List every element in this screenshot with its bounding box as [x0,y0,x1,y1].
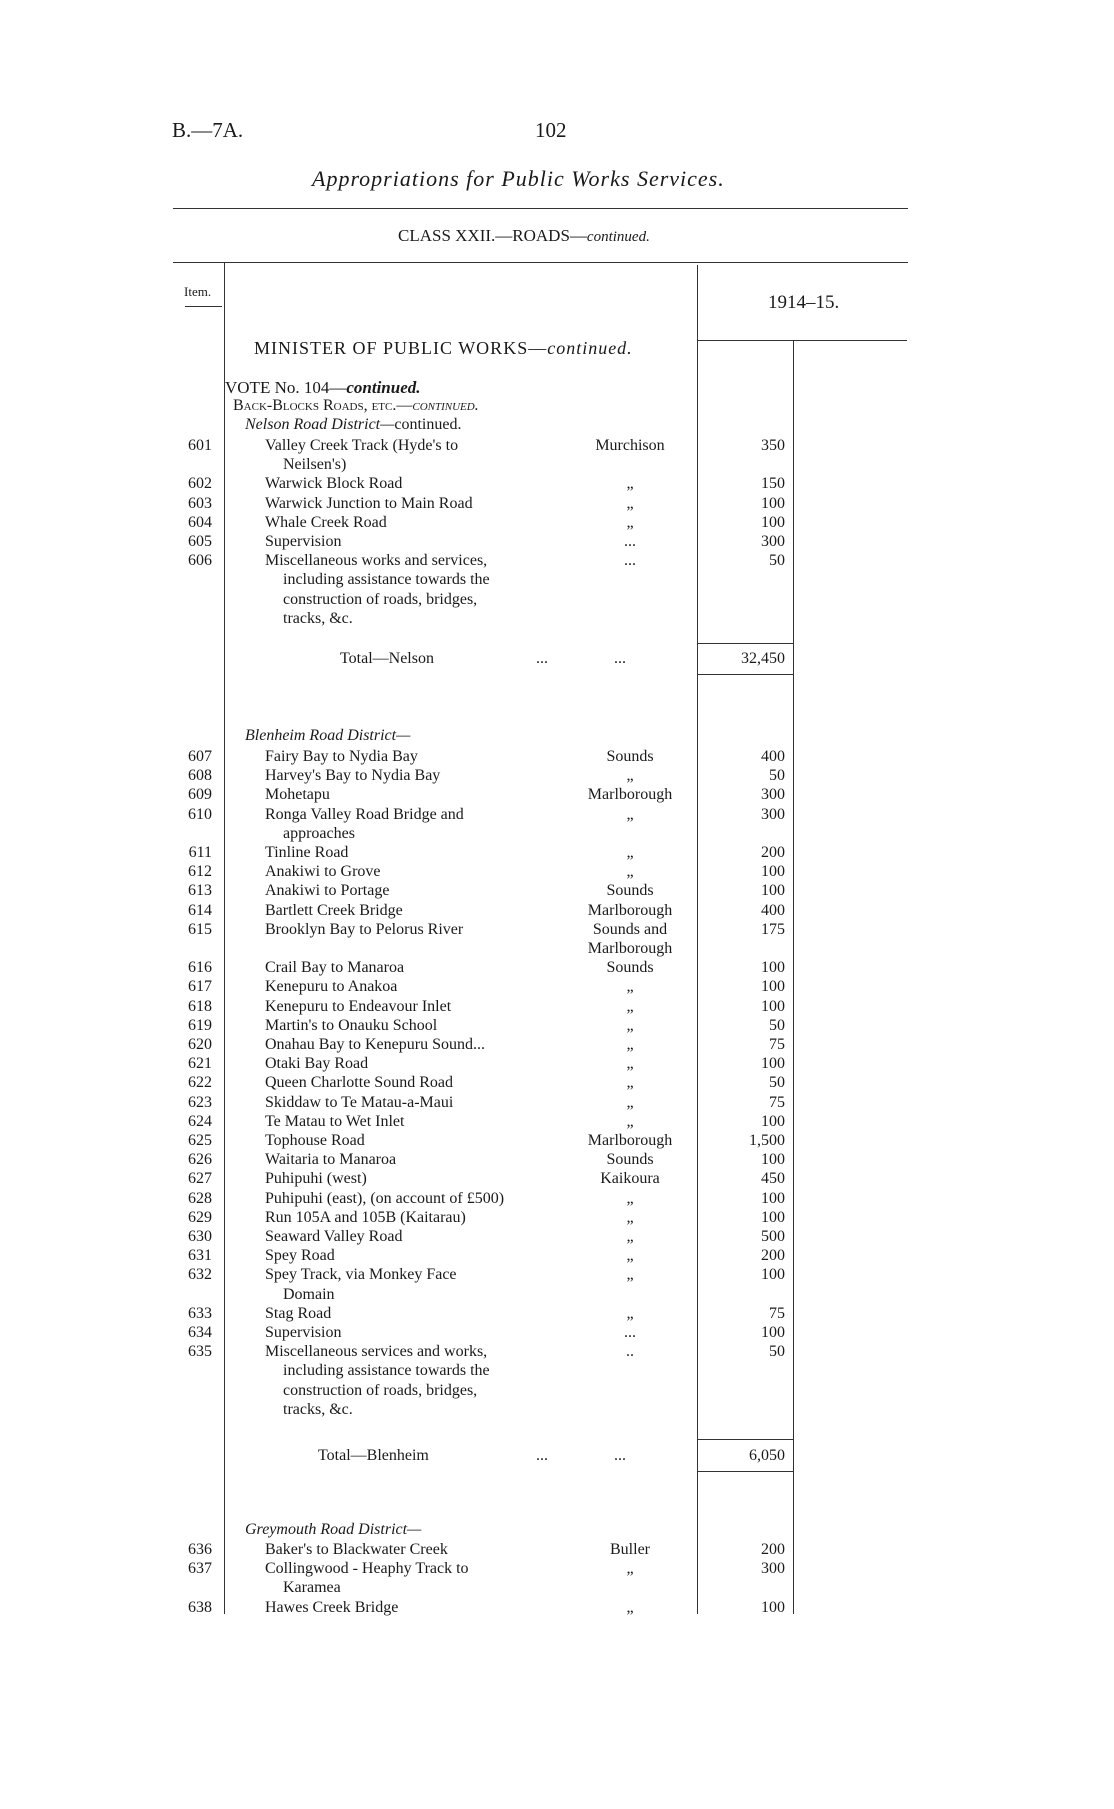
table-row [0,1343,1114,1362]
item-place: „ [626,767,634,785]
item-number: 605 [188,533,212,550]
item-place: Sounds [606,882,654,900]
item-number: 606 [188,552,212,570]
item-description: Fairy Bay to Nydia Bay [265,748,418,765]
table-row [0,591,1114,610]
nelson-heading-cont: continued. [394,416,462,433]
table-row [0,786,1114,805]
table-row [0,1305,1114,1324]
blenheim-total-dots: ... [536,1447,548,1464]
item-place: „ [626,1208,634,1226]
item-number: 603 [188,494,212,512]
backblocks-text: Back-Blocks Roads, etc.— [233,397,413,414]
table-row [0,959,1114,978]
item-amount: 100 [761,997,785,1015]
table-row [0,1382,1114,1401]
table-row [0,1151,1114,1170]
blenheim-heading [245,727,410,745]
blenheim-total-label: Total—Blenheim [318,1447,429,1464]
item-number: 613 [188,882,212,900]
item-place: „ [626,1074,634,1092]
item-place: „ [626,997,634,1015]
item-amount: 300 [761,805,785,823]
item-place: Buller [610,1541,650,1558]
item-number: 608 [188,767,212,785]
item-description: Tinline Road [265,844,349,861]
table-row [0,1286,1114,1305]
nelson-total-rule [697,643,793,644]
table-row [0,495,1114,514]
item-place: „ [626,1228,634,1245]
table-row [0,456,1114,475]
nelson-heading-text: Nelson Road District— [245,416,395,433]
nelson-total-dots-2: ... [614,650,626,667]
item-place: Sounds [606,959,654,977]
item-amount: 100 [761,882,785,900]
table-row [0,806,1114,825]
item-description: Otaki Bay Road [265,1055,369,1073]
vote-text: VOTE No. 104— [225,378,347,397]
item-description: Puhipuhi (west) [265,1170,367,1188]
item-amount: 400 [761,748,785,765]
item-header-rule [185,306,222,307]
item-description: Onahau Bay to Kenepuru Sound... [265,1036,485,1053]
greymouth-heading-text: Greymouth Road District— [245,1521,422,1538]
item-number: 623 [188,1093,212,1111]
item-description: Spey Track, via Monkey Face [265,1266,457,1284]
item-number: 611 [188,844,212,861]
item-description: Martin's to Onauku School [265,1016,438,1034]
item-amount: 150 [761,475,785,493]
backblocks-cont: continued. [412,397,479,414]
item-number: 602 [188,475,212,493]
item-description: Puhipuhi (east), (on account of £500) [265,1189,505,1207]
blenheim-heading-text: Blenheim Road District— [245,727,411,744]
item-place: ... [624,1324,636,1341]
item-description: Anakiwi to Portage [265,882,390,900]
item-place: „ [626,1266,634,1284]
table-row [0,767,1114,786]
item-description: Hawes Creek Bridge [265,1598,399,1616]
item-number: 618 [188,997,212,1015]
table-row [0,533,1114,552]
item-description: Warwick Block Road [265,475,403,493]
item-place: „ [626,1304,634,1322]
table-row [0,610,1114,629]
item-description: Supervision [265,1324,342,1341]
item-place: „ [626,494,634,512]
item-description: Kenepuru to Endeavour Inlet [265,997,452,1015]
item-column-header: Item. [184,284,212,299]
item-amount: 100 [761,1598,785,1616]
nelson-total-label: Total—Nelson [340,650,434,667]
page-number: 102 [535,118,567,142]
item-description: Kenepuru to Anakoa [265,978,398,996]
item-amount: 100 [761,1324,785,1341]
item-description: Collingwood - Heaphy Track to [265,1560,469,1578]
table-row [0,1132,1114,1151]
table-row [0,1074,1114,1093]
item-number: 635 [188,1343,212,1361]
item-amount: 75 [769,1036,785,1053]
item-place: „ [626,1016,634,1034]
item-place: ... [624,552,636,570]
table-row [0,921,1114,940]
item-amount: 100 [761,513,785,531]
item-amount: 200 [761,844,785,861]
nelson-heading [245,416,461,434]
item-amount: 100 [761,863,785,881]
table-row [0,1362,1114,1381]
item-number: 638 [188,1598,212,1616]
item-description: Seaward Valley Road [265,1228,403,1245]
nelson-total-amount: 32,450 [741,650,785,667]
item-amount: 100 [761,1208,785,1226]
item-number: 616 [188,959,212,977]
item-description: Miscellaneous works and services, [265,552,488,570]
table-row [0,552,1114,571]
year-header-rule [697,340,907,341]
item-place: Marlborough [587,940,673,957]
nelson-total-under-rule [697,674,793,675]
item-place: „ [626,978,634,996]
nelson-total-dots: ... [536,650,548,667]
item-description: Brooklyn Bay to Pelorus River [265,920,464,938]
table-row [0,1560,1114,1579]
item-description: Waitaria to Manaroa [265,1151,397,1169]
item-number: 628 [188,1189,212,1207]
table-row [0,882,1114,901]
table-row [0,571,1114,590]
item-description: Valley Creek Track (Hyde's to [265,437,459,454]
item-number: 632 [188,1266,212,1284]
item-place: „ [626,1560,634,1578]
item-amount: 75 [769,1304,785,1322]
item-description: tracks, &c. [283,609,353,627]
item-place: Sounds [606,1151,654,1169]
item-amount: 100 [761,959,785,977]
item-description: Baker's to Blackwater Creek [265,1541,448,1558]
table-row [0,863,1114,882]
item-number: 630 [188,1228,212,1245]
item-description: Bartlett Creek Bridge [265,901,403,919]
item-number: 637 [188,1560,212,1578]
minister-text: MINISTER OF PUBLIC WORKS— [254,338,548,358]
item-description: Neilsen's) [283,456,347,474]
table-row [0,844,1114,863]
item-number: 621 [188,1055,212,1073]
item-number: 620 [188,1036,212,1053]
item-description: Domain [283,1285,335,1303]
item-number: 624 [188,1112,212,1130]
item-amount: 50 [769,767,785,785]
item-amount: 300 [761,533,785,550]
item-amount: 50 [769,1074,785,1092]
table-row [0,1228,1114,1247]
table-row [0,1579,1114,1598]
item-description: Whale Creek Road [265,513,387,531]
item-description: Spey Road [265,1247,335,1265]
backblocks-heading [233,397,479,415]
item-description: Harvey's Bay to Nydia Bay [265,767,441,785]
item-description: tracks, &c. [283,1400,353,1418]
item-amount: 100 [761,494,785,512]
item-amount: 300 [761,786,785,804]
item-amount: 400 [761,901,785,919]
vote-heading [225,378,421,398]
table-row [0,748,1114,767]
table-row [0,1209,1114,1228]
item-number: 619 [188,1016,212,1034]
item-amount: 175 [761,920,785,938]
item-amount: 100 [761,1189,785,1207]
item-description: construction of roads, bridges, [283,590,478,608]
item-place: Marlborough [587,786,673,804]
item-amount: 100 [761,1151,785,1169]
item-place: „ [626,1055,634,1073]
item-description: Anakiwi to Grove [265,863,381,881]
item-amount: 200 [761,1247,785,1265]
item-amount: 100 [761,978,785,996]
item-number: 633 [188,1304,212,1322]
item-amount: 300 [761,1560,785,1578]
title-rule [173,208,908,209]
item-description: Warwick Junction to Main Road [265,494,473,512]
item-amount: 100 [761,1112,785,1130]
item-place: Sounds [606,748,654,765]
item-description: Skiddaw to Te Matau-a-Maui [265,1093,454,1111]
table-row [0,475,1114,494]
item-description: Supervision [265,533,342,550]
minister-cont: continued. [547,338,633,358]
item-amount: 75 [769,1093,785,1111]
document-reference: B.—7A. [172,118,244,142]
item-number: 612 [188,863,212,881]
item-place: „ [626,475,634,493]
item-place: „ [626,805,634,823]
item-number: 615 [188,920,212,938]
item-amount: 350 [761,437,785,454]
item-description: Tophouse Road [265,1132,365,1149]
item-description: Crail Bay to Manaroa [265,959,405,977]
item-amount: 450 [761,1170,785,1188]
item-place: .. [626,1343,634,1361]
item-number: 625 [188,1132,212,1149]
table-row [0,1055,1114,1074]
class-title-text: CLASS XXII.—ROADS— [398,226,587,245]
item-description: including assistance towards the [283,571,490,589]
table-row [0,1170,1114,1189]
year-column-header: 1914–15. [768,292,840,313]
table-row [0,1247,1114,1266]
item-number: 607 [188,748,212,765]
vote-cont: continued. [346,378,421,397]
item-description: Te Matau to Wet Inlet [265,1112,405,1130]
item-amount: 100 [761,1055,785,1073]
table-row [0,1113,1114,1132]
table-row [0,940,1114,959]
table-row [0,1036,1114,1055]
item-description: Karamea [283,1579,341,1597]
item-amount: 50 [769,1016,785,1034]
item-number: 601 [188,437,212,454]
class-title [398,226,650,246]
item-place: „ [626,1093,634,1111]
item-number: 622 [188,1074,212,1092]
item-number: 610 [188,805,212,823]
item-place: „ [626,1598,634,1616]
item-place: Murchison [595,437,665,454]
item-amount: 100 [761,1266,785,1284]
item-number: 634 [188,1324,212,1341]
item-description: Run 105A and 105B (Kaitarau) [265,1208,466,1226]
item-description: Mohetapu [265,786,330,804]
item-place: „ [626,513,634,531]
item-description: Stag Road [265,1304,332,1322]
blenheim-total-amount: 6,050 [749,1447,785,1464]
item-amount: 500 [761,1228,785,1245]
item-description: construction of roads, bridges, [283,1381,478,1399]
item-description: Miscellaneous services and works, [265,1343,488,1361]
table-row [0,998,1114,1017]
item-number: 604 [188,513,212,531]
item-place: „ [626,1036,634,1053]
blenheim-total-dots-2: ... [614,1447,626,1464]
item-number: 626 [188,1151,212,1169]
item-number: 629 [188,1208,212,1226]
table-row [0,1094,1114,1113]
item-description: Ronga Valley Road Bridge and [265,805,464,823]
item-amount: 50 [769,552,785,570]
item-number: 609 [188,786,212,804]
table-row [0,825,1114,844]
item-place: „ [626,863,634,881]
table-row [0,1017,1114,1036]
table-row [0,1190,1114,1209]
blenheim-total-rule [697,1439,793,1440]
table-row [0,1541,1114,1560]
table-top-rule [173,262,908,263]
item-place: „ [626,1247,634,1265]
blenheim-total-under-rule [697,1471,793,1472]
item-number: 631 [188,1247,212,1265]
table-row [0,902,1114,921]
greymouth-heading [245,1521,421,1539]
item-number: 617 [188,978,212,996]
table-row [0,514,1114,533]
page-title: Appropriations for Public Works Services. [312,166,725,191]
item-place: „ [626,1189,634,1207]
table-row [0,1401,1114,1420]
item-description: including assistance towards the [283,1362,490,1380]
table-row [0,978,1114,997]
item-place: Marlborough [587,1132,673,1149]
table-row [0,1266,1114,1285]
item-amount: 50 [769,1343,785,1361]
item-place: Kaikoura [600,1170,660,1188]
table-row [0,437,1114,456]
table-row [0,1599,1114,1618]
item-place: „ [626,844,634,861]
item-place: „ [626,1112,634,1130]
table-row [0,1324,1114,1343]
item-amount: 200 [761,1541,785,1558]
item-description: Queen Charlotte Sound Road [265,1074,453,1092]
item-place: ... [624,533,636,550]
item-number: 636 [188,1541,212,1558]
item-number: 627 [188,1170,212,1188]
item-number: 614 [188,901,212,919]
item-place: Sounds and [592,920,668,938]
class-title-cont: continued. [586,229,650,245]
item-place: Marlborough [587,901,673,919]
item-amount: 1,500 [749,1132,785,1149]
minister-heading [254,338,633,359]
item-description: approaches [283,824,355,842]
